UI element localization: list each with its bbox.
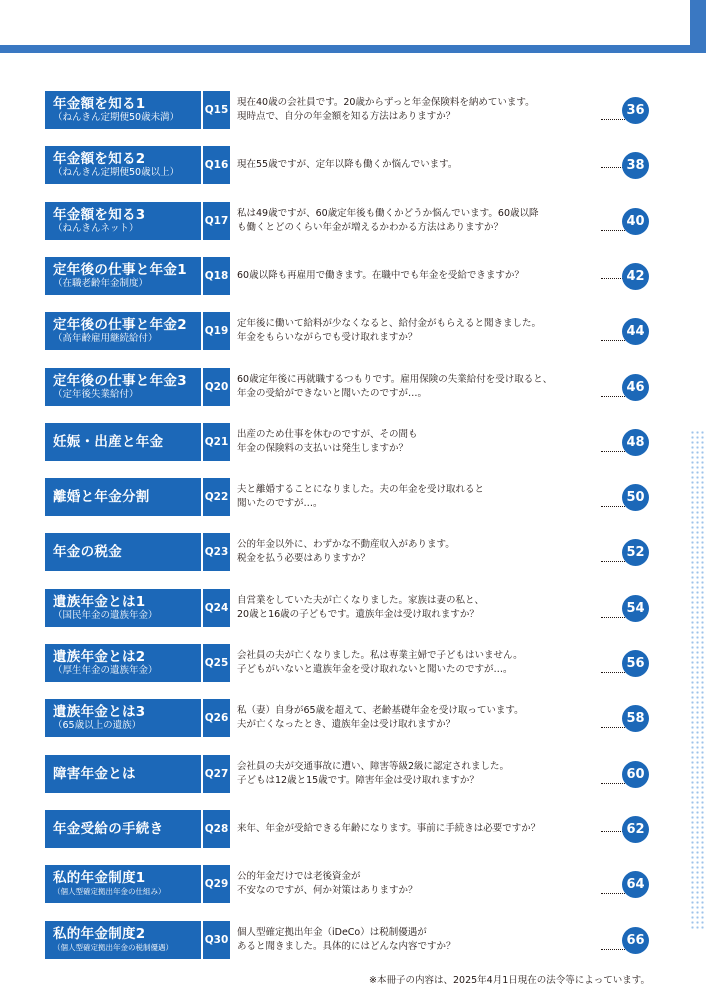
dot-leader [601,119,625,120]
question-line: あると聞きました。具体的にはどんな内容ですか？ [237,941,456,952]
toc-entry[interactable] [45,810,655,848]
page-number-badge[interactable]: 48 [622,429,649,456]
toc-entry[interactable] [45,644,655,682]
page-number-badge[interactable]: 54 [622,595,649,622]
header-band [0,45,706,53]
question-line: 年金の保険料の支払いは発生しますか？ [237,443,409,454]
toc-entry[interactable] [45,699,655,737]
question-line: 現時点で、自分の年金額を知る方法はありますか？ [237,111,456,122]
section-subtitle: （ねんきん定期便50歳未満） [53,112,180,123]
dot-leader [601,451,625,452]
question-number: Q21 [203,423,230,461]
section-title-box [45,699,201,737]
dot-leader [601,617,625,618]
section-title-box [45,865,201,903]
question-text [237,865,597,903]
question-line: 定年後に働いて給料が少なくなると、給付金がもらえると聞きました。 [237,318,542,329]
section-title: 年金額を知る1 [53,96,146,112]
dot-leader [601,727,625,728]
question-line: 来年、年金が受給できる年齢になります。事前に手続きは必要ですか？ [237,823,541,834]
section-title-box [45,368,201,406]
question-number: Q22 [203,478,230,516]
toc-entry[interactable] [45,755,655,793]
section-subtitle: （個人型確定拠出年金の仕組み） [53,887,166,896]
question-line: 公的年金だけでは老後資金が [237,871,361,882]
question-line: 自営業をしていた夫が亡くなりました。家族は妻の私と、 [237,595,485,606]
section-title: 年金額を知る3 [53,207,146,223]
question-number: Q20 [203,368,230,406]
question-line: 子どもがいないと遺族年金を受け取れないと聞いたのですが…。 [237,664,513,675]
dot-leader [601,396,625,397]
section-title-box [45,202,201,240]
question-line: 私は49歳ですが、60歳定年後も働くかどうか悩んでいます。60歳以降 [237,208,539,219]
toc-entry[interactable] [45,368,655,406]
toc-entry[interactable] [45,589,655,627]
toc-entry[interactable] [45,921,655,959]
page-number-badge[interactable]: 52 [622,539,649,566]
toc-entry[interactable] [45,91,655,129]
dot-leader [601,949,625,950]
dot-leader [601,340,625,341]
section-title: 遺族年金とは2 [53,649,146,665]
question-text [237,312,597,350]
question-line: 現在55歳ですが、定年以降も働くか悩んでいます。 [237,159,458,170]
section-title-box [45,423,201,461]
question-text [237,146,597,184]
section-title-box [45,589,201,627]
page-number-badge[interactable]: 66 [622,927,649,954]
section-title: 年金の税金 [53,544,122,560]
question-line: 税金を払う必要はありますか？ [237,553,371,564]
section-title: 遺族年金とは1 [53,594,146,610]
dot-leader [601,230,625,231]
section-subtitle: （高年齢雇用継続給付） [53,333,158,344]
footnote: ※本冊子の内容は、2025年4月1日現在の法令等によっています。 [369,975,650,986]
section-title-box [45,91,201,129]
dot-leader [601,783,625,784]
question-line: 会社員の夫が交通事故に遭い、障害等級2級に認定されました。 [237,761,510,772]
section-title-box [45,921,201,959]
corner-tab [690,0,706,49]
section-title: 遺族年金とは3 [53,704,146,720]
question-number: Q24 [203,589,230,627]
question-line: 私（妻）自身が65歳を超えて、老齢基礎年金を受け取っています。 [237,705,524,716]
question-line: 会社員の夫が亡くなりました。私は専業主婦で子どもはいません。 [237,650,523,661]
section-subtitle: （ねんきんネット） [53,223,139,234]
question-line: 公的年金以外に、わずかな不動産収入があります。 [237,539,455,550]
question-number: Q17 [203,202,230,240]
section-title: 定年後の仕事と年金3 [53,373,187,389]
page-number-badge[interactable]: 44 [622,318,649,345]
question-number: Q29 [203,865,230,903]
section-subtitle: （65歳以上の遺族） [53,720,142,731]
section-title: 私的年金制度2 [53,926,146,942]
toc-entry[interactable] [45,865,655,903]
toc-entry[interactable] [45,478,655,516]
question-text [237,91,597,129]
question-line: 年金の受給ができないと聞いたのですが…。 [237,388,428,399]
page-number-badge[interactable]: 58 [622,705,649,732]
question-line: 20歳と16歳の子どもです。遺族年金は受け取れますか？ [237,609,479,620]
question-line: 不安なのですが、何か対策はありますか？ [237,885,418,896]
question-text [237,202,597,240]
section-title-box [45,146,201,184]
question-line: 年金をもらいながらでも受け取れますか？ [237,332,418,343]
section-subtitle: （国民年金の遺族年金） [53,610,158,621]
page-number-badge[interactable]: 64 [622,871,649,898]
question-text [237,589,597,627]
dot-leader [601,561,625,562]
question-text [237,810,597,848]
question-text [237,699,597,737]
section-title-box [45,755,201,793]
question-number: Q19 [203,312,230,350]
section-subtitle: （定年後失業給付） [53,389,139,400]
question-line: 夫と離婚することになりました。夫の年金を受け取れると [237,484,485,495]
question-line: 現在40歳の会社員です。20歳からずっと年金保険料を納めています。 [237,97,535,108]
section-title-box [45,533,201,571]
question-number: Q25 [203,644,230,682]
section-title: 年金額を知る2 [53,151,146,167]
section-title-box [45,312,201,350]
page-number-badge[interactable]: 50 [622,484,649,511]
question-text [237,533,597,571]
question-text [237,368,597,406]
dot-leader [601,506,625,507]
toc-entry[interactable] [45,146,655,184]
question-line: も働くとどのくらい年金が増えるかわかる方法はありますか？ [237,222,504,233]
section-subtitle: （個人型確定拠出年金の税制優遇） [53,943,173,952]
question-line: 夫が亡くなったとき、遺族年金は受け取れますか？ [237,719,456,730]
page-number-badge[interactable]: 42 [622,263,649,290]
question-text [237,423,597,461]
question-number: Q16 [203,146,230,184]
question-number: Q26 [203,699,230,737]
section-title: 年金受給の手続き [53,821,164,837]
dot-pattern [690,430,706,930]
question-text [237,257,597,295]
section-title: 離婚と年金分割 [53,489,150,505]
toc-entry[interactable] [45,423,655,461]
dot-leader [601,672,625,673]
page-number-badge[interactable]: 38 [622,152,649,179]
toc-entry[interactable] [45,533,655,571]
toc-entry[interactable] [45,202,655,240]
section-title: 定年後の仕事と年金2 [53,317,187,333]
question-line: 子どもは12歳と15歳です。障害年金は受け取れますか？ [237,775,479,786]
toc-entry[interactable] [45,312,655,350]
page-number-badge[interactable]: 36 [622,97,649,124]
question-line: 60歳以降も再雇用で働きます。在職中でも年金を受給できますか？ [237,270,524,281]
page-number-badge[interactable]: 56 [622,650,649,677]
page-number-badge[interactable]: 60 [622,761,649,788]
question-line: 個人型確定拠出年金（iDeCo）は税制優遇が [237,927,427,938]
question-number: Q23 [203,533,230,571]
section-title: 障害年金とは [53,766,136,782]
question-number: Q27 [203,755,230,793]
page-number-badge[interactable]: 40 [622,208,649,235]
section-subtitle: （厚生年金の遺族年金） [53,665,158,676]
question-number: Q28 [203,810,230,848]
question-number: Q18 [203,257,230,295]
question-number: Q30 [203,921,230,959]
question-line: 聞いたのですが…。 [237,498,323,509]
section-subtitle: （在職老齢年金制度） [53,278,149,289]
section-title-box [45,810,201,848]
section-subtitle: （ねんきん定期便50歳以上） [53,167,180,178]
question-line: 出産のため仕事を休むのですが、その間も [237,429,418,440]
question-text [237,644,597,682]
section-title: 私的年金制度1 [53,870,146,886]
page-number-badge[interactable]: 46 [622,374,649,401]
section-title-box [45,478,201,516]
toc-entry[interactable] [45,257,655,295]
section-title-box [45,644,201,682]
section-title: 妊娠・出産と年金 [53,434,164,450]
section-title: 定年後の仕事と年金1 [53,262,187,278]
dot-leader [601,893,625,894]
section-title-box [45,257,201,295]
question-text [237,478,597,516]
question-number: Q15 [203,91,230,129]
question-text [237,921,597,959]
page-number-badge[interactable]: 62 [622,816,649,843]
question-text [237,755,597,793]
question-line: 60歳定年後に再就職するつもりです。雇用保険の失業給付を受け取ると、 [237,374,553,385]
